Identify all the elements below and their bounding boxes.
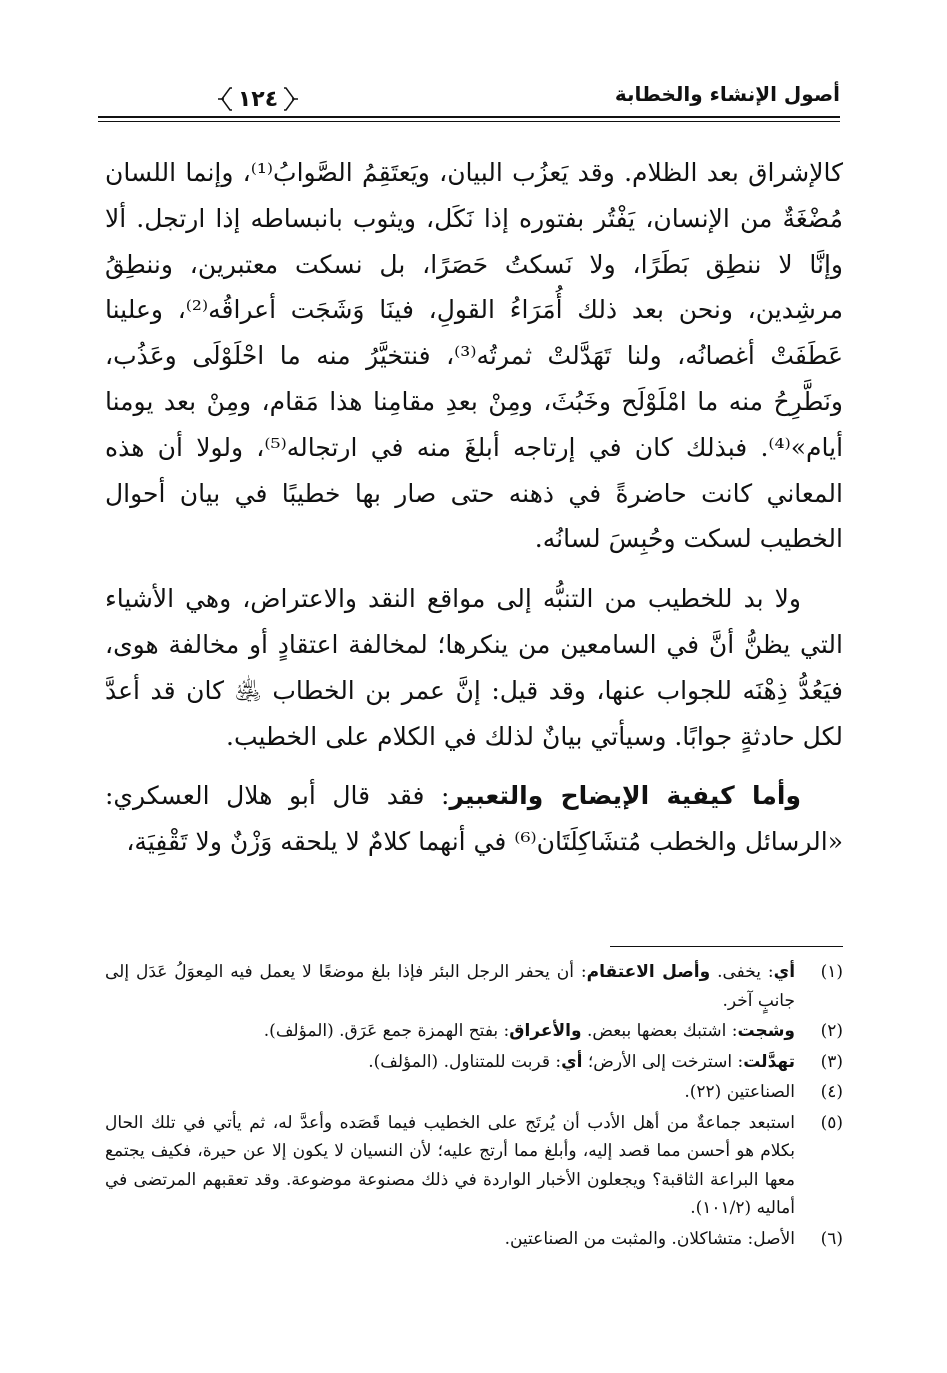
footnote-number: (٦) [820,1228,843,1249]
footnote-text [105,958,795,1015]
footnote [105,1078,843,1107]
footnote-term: أي [561,1051,583,1072]
footnote-number: (٣) [820,1051,843,1072]
footnote-text: الصناعتين (٢٢). [684,1082,795,1102]
footnote-term: تهدَّلت [743,1051,795,1072]
page-header [98,78,840,128]
footnote-number: (١) [820,962,843,982]
footnote-term: والأعراق [509,1021,582,1041]
paragraph-1: كالإشراق بعد الظلام. وقد يَعزُب البيان، ويَعتَقِمُ الصَّوابُ⁽¹⁾، وإنما اللسان مُضْغَةٌ من الإنسان، يَفْتُر بفتوره إذا نَكَل، ويثوب بانبساطه إذا ارتجل. ألا وإنَّا لا ننطِق بَطَرًا، ولا نَسكتُ حَصَرًا، بل نسكت معتبرين، وننطِقُ مرشِدين، ونحن بعد ذلك أُمَرَاءُ القولِ، فينَا وَشَجَت أعراقُه⁽²⁾، وعلينا عَطَفَتْ أغصانُه، ولنا تَهَدَّلتْ ثمرتُه⁽³⁾، فنتخيَّرُ منه ما احْلَوْلَى وعَذُب، ونَطَّرِحُ منه ما امْلَوْلَح وخَبُثَ، ومِنْ بعدِ مقامِنا هذا مَقام، ومِنْ بعد يومنا أيام»⁽⁴⁾. فبذلك كان في إرتاجه أبلغَ منه في ارتجاله⁽⁵⁾، ولولا أن هذه المعاني كانت حاضرةً في ذهنه حتى صار بها خطيبًا في بيان أحوال الخطيب لسكت وحُبِسَ لسانُه. [105,158,844,554]
header-rule [98,116,840,122]
page-number: ١٢٤ [232,87,284,112]
footnote [105,1048,843,1077]
footnote-body: : يخفى. [710,962,774,982]
footnote-text [105,1017,795,1046]
page-number-ornament [218,84,298,114]
running-title: أصول الإنشاء والخطابة [614,82,840,106]
main-text [105,150,843,865]
footnote-body: : بفتح الهمزة جمع عَرَق. (المؤلف). [263,1021,510,1041]
footnote-number: (٢) [820,1021,843,1041]
footnote-separator [610,946,843,947]
footnote-body: : اشتبك بعضها ببعض. [581,1021,738,1041]
footnote-text: الأصل: متشاكلان. والمثبت من الصناعتين. [504,1228,795,1249]
paragraph-3 [105,773,843,865]
footnote-body: : استرخت إلى الأرض؛ [582,1051,744,1072]
footnote [105,958,843,1015]
footnotes [105,958,843,1255]
footnote-body: : قربت للمتناول. (المؤلف). [368,1051,562,1072]
footnote [105,1109,843,1223]
footnote-body: : أن يحفر الرجل البئر فإذا بلغ موضعًا لا يعمل فيه المِعوَلُ عَدَل إلى جانبٍ آخر. [105,962,795,1011]
footnote-number: (٤) [820,1082,843,1102]
footnote-term: وشجت [737,1021,795,1041]
paragraph-3-text: : فقد قال أبو هلال العسكري: «الرسائل والخطب مُتشَاكِلَتَان⁽⁶⁾ في أنهما كلامٌ لا يلحقه وَزْنٌ ولا تَقْفِيَة، [105,781,843,857]
footnote-term: وأصل الاعتقام [586,962,711,982]
footnote-text: استبعد جماعةٌ من أهل الأدب أن يُرتَج على الخطيب فيما قَصَده وأعدَّ له، ثم يأتي في تلك الحال بكلام هو أحسن مما قصد إليه، وأبلغ مما أرتج عليه؛ لأن النسيان لا يكون إلا عن حيرة، فكيف يجتمع معها البراعة الثاقبة؟ ويجعلون الأخبار الواردة في ذلك مصنوعة موضوعة. وقد تعقبهم المرتضى في أماليه (١٠١/٢). [105,1112,795,1218]
footnote-text [105,1048,795,1077]
footnote [105,1225,843,1254]
section-lead-heading: وأما كيفية الإيضاح والتعبير [449,781,801,811]
paragraph-2: ولا بد للخطيب من التنبُّه إلى مواقع النقد والاعتراض، وهي الأشياء التي يظنُّ أنَّ في السامعين من ينكرها؛ لمخالفة اعتقادٍ أو مخالفة هوى، فيَعُدُّ ذِهْنَه للجواب عنها، وقد قيل: إنَّ عمر بن الخطاب ﵁ كان قد أعدَّ لكل حادثةٍ جوابًا. وسيأتي بيانٌ لذلك في الكلام على الخطيب. [105,584,843,751]
footnote-number: (٥) [820,1112,843,1133]
footnote [105,1017,843,1046]
footnote-term: أي [773,962,796,982]
